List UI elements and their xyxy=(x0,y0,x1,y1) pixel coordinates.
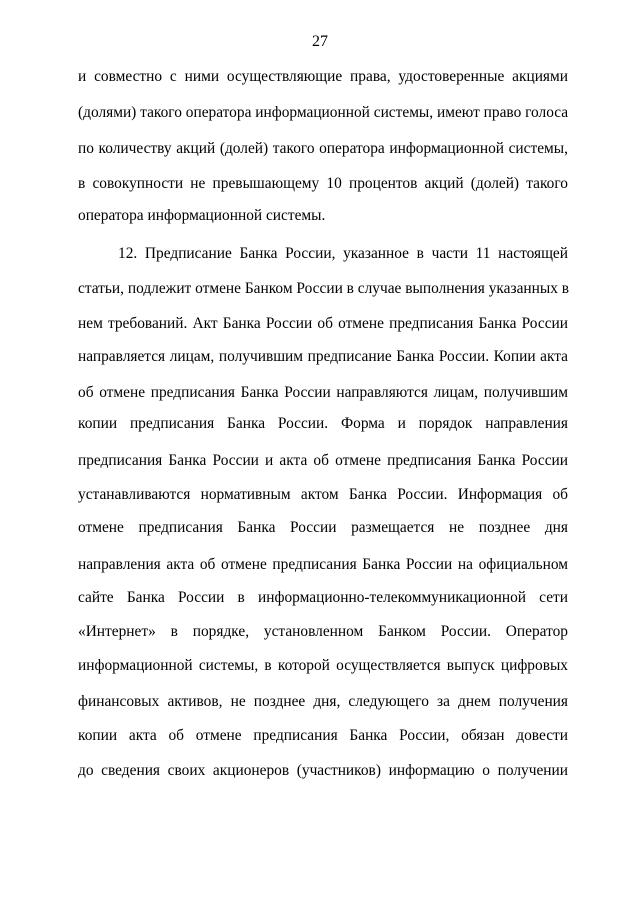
text-line: по количеству акций (долей) такого оператора информационной системы, xyxy=(78,140,568,157)
text-line: направляется лицам, получившим предписание Банка России. Копии акта xyxy=(78,348,568,365)
paragraph-start-line: 12. Предписание Банка России, указанное в части 11 настоящей xyxy=(118,245,568,262)
text-line: «Интернет» в порядке, установленном Банком России. Оператор xyxy=(78,623,568,640)
text-line: отмене предписания Банка России размещается не позднее дня xyxy=(78,519,568,536)
text-line: нем требований. Акт Банка России об отмене предписания Банка России xyxy=(78,315,568,332)
text-line: об отмене предписания Банка России направляются лицам, получившим xyxy=(78,384,568,401)
text-line: информационной системы, в которой осуществляется выпуск цифровых xyxy=(78,657,568,674)
text-line: сайте Банка России в информационно-телекоммуникационной сети xyxy=(78,589,568,606)
page-number: 27 xyxy=(312,33,328,50)
text-line: статьи, подлежит отмене Банком России в случае выполнения указанных в xyxy=(78,280,570,297)
text-line: копии предписания Банка России. Форма и порядок направления xyxy=(78,415,568,432)
text-line: копии акта об отмене предписания Банка России, обязан довести xyxy=(78,727,568,744)
text-line: устанавливаются нормативным актом Банка России. Информация об xyxy=(78,486,568,503)
text-line: предписания Банка России и акта об отмене предписания Банка России xyxy=(78,452,568,469)
text-line: оператора информационной системы. xyxy=(78,207,326,224)
text-line: в совокупности не превышающему 10 процентов акций (долей) такого xyxy=(78,175,568,192)
text-line: финансовых активов, не позднее дня, следующего за днем получения xyxy=(78,693,568,710)
text-line: до сведения своих акционеров (участников) информацию о получении xyxy=(78,762,568,779)
text-line: (долями) такого оператора информационной системы, имеют право голоса xyxy=(78,104,569,121)
text-line: направления акта об отмене предписания Банка России на официальном xyxy=(78,556,568,573)
text-line: и совместно с ними осуществляющие права, удостоверенные акциями xyxy=(78,68,568,85)
